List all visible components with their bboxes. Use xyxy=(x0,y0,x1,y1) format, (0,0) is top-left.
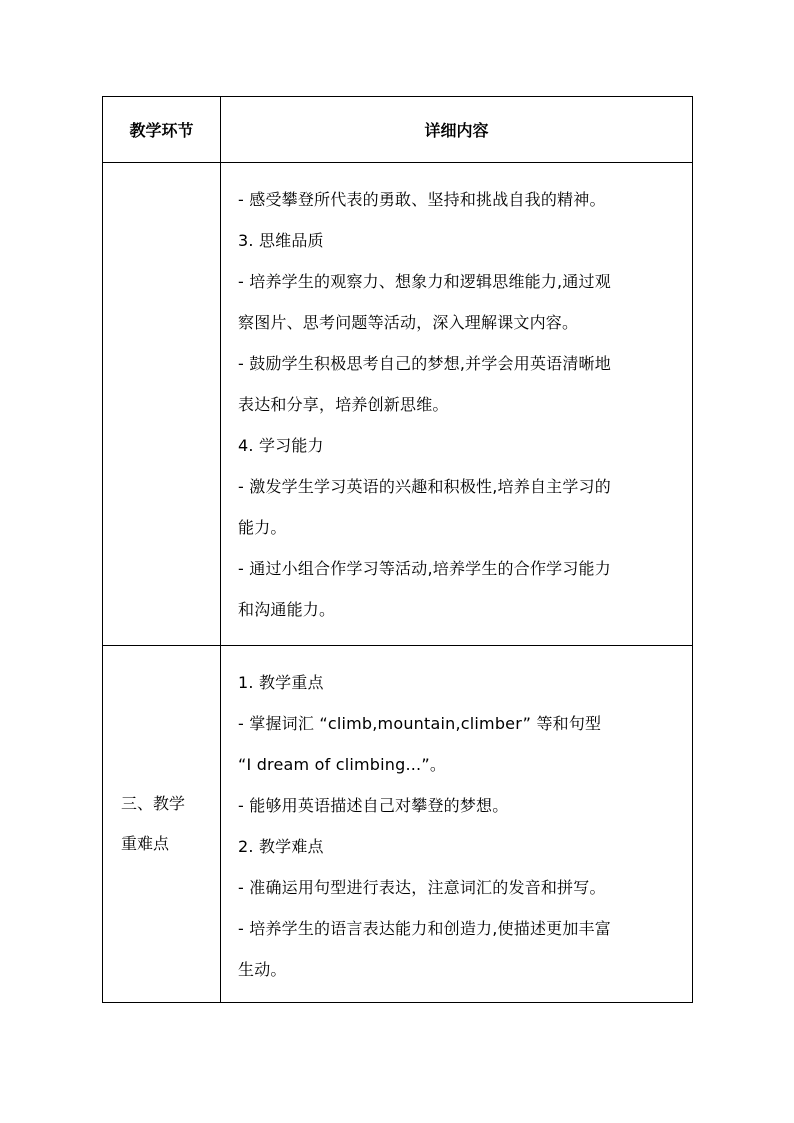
detail-line: - 鼓励学生积极思考自己的梦想,并学会用英语清晰地 xyxy=(238,354,611,373)
header-detail: 详细内容 xyxy=(221,97,693,163)
stage-cell xyxy=(103,646,221,1003)
stage-cell-empty xyxy=(103,163,221,646)
table-row xyxy=(103,646,693,1003)
detail-line: - 培养学生的观察力、想象力和逻辑思维能力,通过观 xyxy=(238,272,611,291)
detail-line: 1. 教学重点 xyxy=(238,673,324,692)
lesson-plan-table xyxy=(102,96,693,1003)
detail-line: - 掌握词汇 “climb,mountain,climber” 等和句型 xyxy=(238,714,602,733)
detail-line: 生动。 xyxy=(238,960,287,979)
detail-line: - 能够用英语描述自己对攀登的梦想。 xyxy=(238,796,509,815)
table-row xyxy=(103,163,693,646)
detail-line: - 培养学生的语言表达能力和创造力,使描述更加丰富 xyxy=(238,919,611,938)
detail-line: - 感受攀登所代表的勇敢、坚持和挑战自我的精神。 xyxy=(238,190,606,209)
detail-line: 察图片、思考问题等活动，深入理解课文内容。 xyxy=(238,313,579,332)
detail-line: 4. 学习能力 xyxy=(238,436,324,455)
detail-line: 2. 教学难点 xyxy=(238,837,324,856)
stage-label-line1: 三、教学 xyxy=(121,794,186,813)
table-header-row xyxy=(103,97,693,163)
detail-line: - 准确运用句型进行表达，注意词汇的发音和拼写。 xyxy=(238,878,606,897)
detail-line: 能力。 xyxy=(238,518,287,537)
detail-cell xyxy=(221,163,693,646)
detail-line: - 通过小组合作学习等活动,培养学生的合作学习能力 xyxy=(238,559,611,578)
detail-line: “I dream of climbing...”。 xyxy=(238,755,447,774)
detail-line: 3. 思维品质 xyxy=(238,231,324,250)
detail-line: 和沟通能力。 xyxy=(238,600,336,619)
header-stage: 教学环节 xyxy=(103,97,221,163)
stage-label-line2: 重难点 xyxy=(121,834,170,853)
detail-line: 表达和分享，培养创新思维。 xyxy=(238,395,449,414)
detail-cell xyxy=(221,646,693,1003)
detail-line: - 激发学生学习英语的兴趣和积极性,培养自主学习的 xyxy=(238,477,611,496)
